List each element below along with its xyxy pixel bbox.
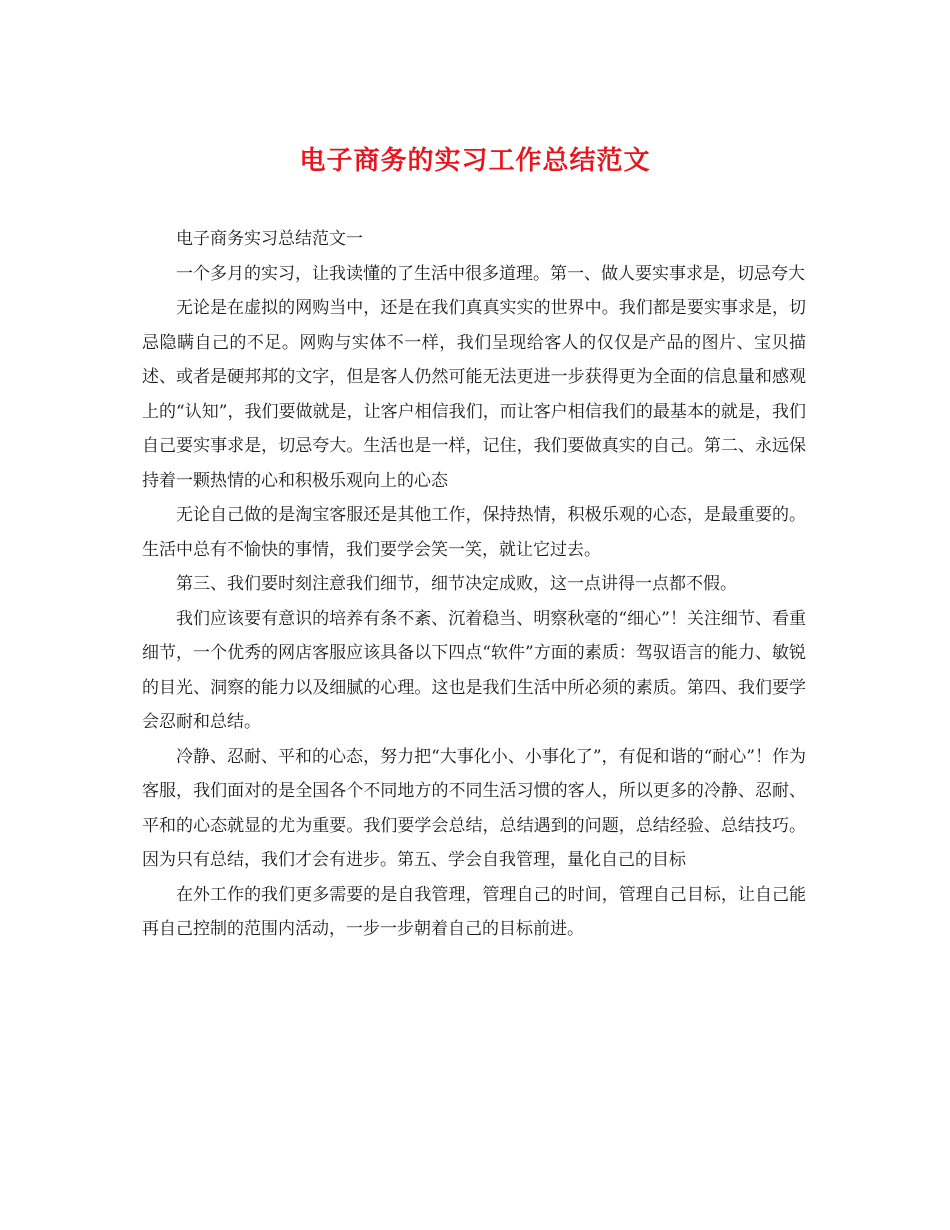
paragraph: 无论是在虚拟的网购当中，还是在我们真真实实的世界中。我们都是要实事求是，切忌隐瞒自己的不足。网购与实体不一样，我们呈现给客人的仅仅是产品的图片、宝贝描述、或者是硬邦邦的文字，但是客人仍然可能无法更进一步获得更为全面的信息量和感观上的“认知”，我们要做就是，让客户相信我们，而让客户相信我们的最基本的就是，我们自己要实事求是，切忌夸大。生活也是一样，记住，我们要做真实的自己。第二、永远保持着一颗热情的心和积极乐观向上的心态	[142, 298, 806, 491]
document-body	[142, 222, 806, 947]
paragraph: 第三、我们要时刻注意我们细节，细节决定成败，这一点讲得一点都不假。	[176, 574, 737, 594]
paragraph: 一个多月的实习，让我读懂的了生活中很多道理。第一、做人要实事求是，切忌夸大	[176, 263, 805, 284]
paragraph: 无论自己做的是淘宝客服还是其他工作，保持热情，积极乐观的心态，是最重要的。生活中总有不愉快的事情，我们要学会笑一笑，就让它过去。	[142, 505, 806, 560]
paragraph: 冷静、忍耐、平和的心态，努力把“大事化小、小事化了”，有促和谐的“耐心”！作为客服，我们面对的是全国各个不同地方的不同生活习惯的客人，所以更多的冷静、忍耐、平和的心态就显的尤为重要。我们要学会总结，总结遇到的问题，总结经验、总结技巧。因为只有总结，我们才会有进步。第五、学会自我管理，量化自己的目标	[142, 746, 806, 870]
document-title: 电子商务的实习工作总结范文	[299, 146, 651, 176]
paragraph: 电子商务实习总结范文一	[176, 229, 363, 249]
paragraph: 在外工作的我们更多需要的是自我管理，管理自己的时间，管理自己目标，让自己能再自己控制的范围内活动，一步一步朝着自己的目标前进。	[142, 884, 806, 939]
paragraph: 我们应该要有意识的培养有条不紊、沉着稳当、明察秋毫的“细心”！关注细节、看重细节，一个优秀的网店客服应该具备以下四点“软件”方面的素质：驾驭语言的能力、敏锐的目光、洞察的能力以及细腻的心理。这也是我们生活中所必须的素质。第四、我们要学会忍耐和总结。	[142, 608, 806, 732]
